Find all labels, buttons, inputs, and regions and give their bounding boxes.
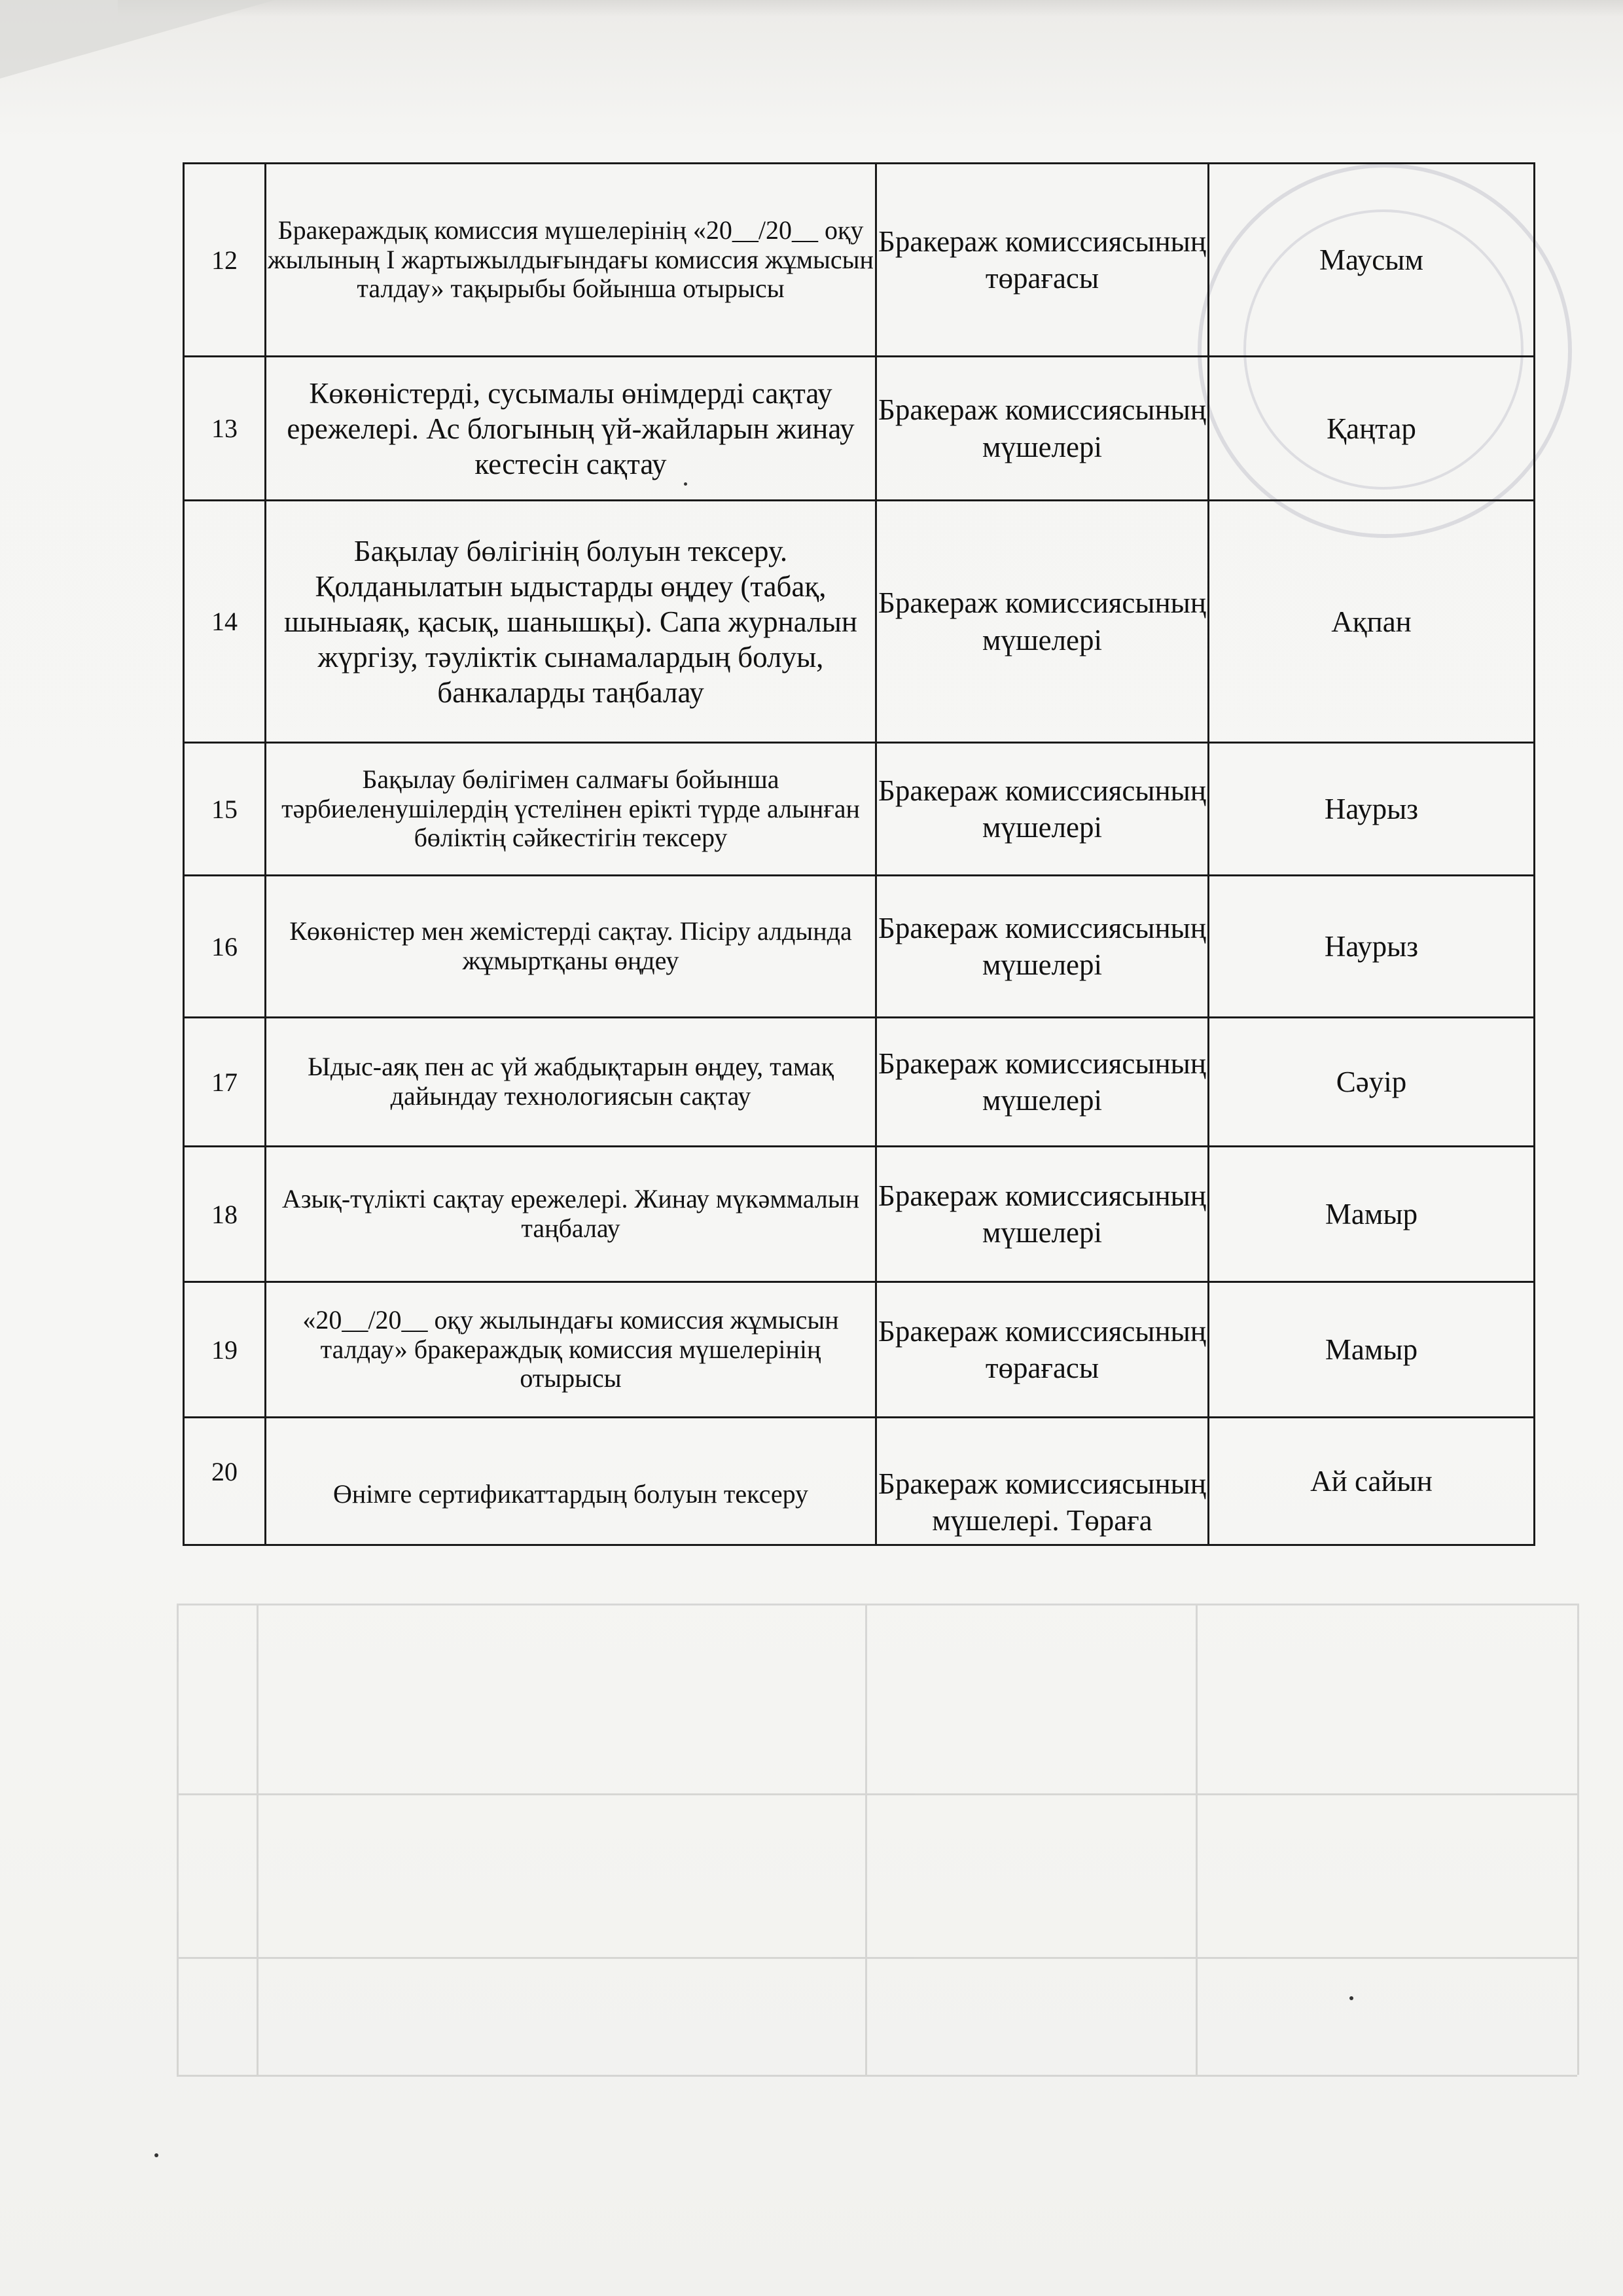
row-topic: Бракераждық комиссия мүшелерінің «20__/20__ оқу жылының I жартыжылдығындағы комиссия жұмысын талдау» тақырыбы бойынша отырысы bbox=[266, 164, 876, 357]
row-date: Сәуір bbox=[1209, 1018, 1535, 1147]
table-row bbox=[184, 1418, 1535, 1545]
row-responsible: Бракераж комиссиясының мүшелері bbox=[876, 743, 1209, 876]
row-topic: Көкөністер мен жемістерді сақтау. Пісіру алдында жұмыртқаны өңдеу bbox=[266, 876, 876, 1018]
row-number: 19 bbox=[184, 1282, 266, 1418]
row-number: 12 bbox=[184, 164, 266, 357]
row-date: Маусым bbox=[1209, 164, 1535, 357]
scan-speck bbox=[154, 2153, 158, 2157]
row-responsible: Бракераж комиссиясының төрағасы bbox=[876, 164, 1209, 357]
table-row bbox=[184, 1282, 1535, 1418]
row-responsible: Бракераж комиссиясының төрағасы bbox=[876, 1282, 1209, 1418]
scan-corner-shadow bbox=[0, 0, 275, 79]
commission-plan-table bbox=[183, 162, 1535, 1546]
row-date: Ай сайын bbox=[1209, 1418, 1535, 1545]
row-responsible: Бракераж комиссиясының мүшелері bbox=[876, 876, 1209, 1018]
row-date: Ақпан bbox=[1209, 501, 1535, 743]
row-date: Мамыр bbox=[1209, 1147, 1535, 1282]
row-number: 15 bbox=[184, 743, 266, 876]
row-responsible: Бракераж комиссиясының мүшелері bbox=[876, 1147, 1209, 1282]
scan-speck bbox=[1349, 1996, 1353, 2000]
row-date: Наурыз bbox=[1209, 876, 1535, 1018]
table-row bbox=[184, 1147, 1535, 1282]
row-responsible: Бракераж комиссиясының мүшелері. Төраға bbox=[876, 1418, 1209, 1545]
row-topic: Көкөністерді, сусымалы өнімдерді сақтау ережелері. Ас блогының үй-жайларын жинау кестесін сақтау bbox=[266, 357, 876, 501]
scan-top-edge bbox=[118, 0, 1623, 17]
row-responsible: Бракераж комиссиясының мүшелері bbox=[876, 357, 1209, 501]
table-row bbox=[184, 743, 1535, 876]
row-topic: Өнімге сертификаттардың болуын тексеру bbox=[266, 1418, 876, 1545]
row-topic: Бақылау бөлігінің болуын тексеру. Қолданылатын ыдыстарды өңдеу (табақ, шыныаяқ, қасық, шанышқы). Сапа журналын жүргізу, тәуліктік сынамалардың болуы, банкаларды таңбалау bbox=[266, 501, 876, 743]
row-number: 18 bbox=[184, 1147, 266, 1282]
row-number: 20 bbox=[184, 1418, 266, 1545]
row-topic: Ыдыс-аяқ пен ас үй жабдықтарын өңдеу, тамақ дайындау технологиясын сақтау bbox=[266, 1018, 876, 1147]
row-date: Наурыз bbox=[1209, 743, 1535, 876]
row-topic: «20__/20__ оқу жылындағы комиссия жұмысын талдау» бракераждық комиссия мүшелерінің отырысы bbox=[266, 1282, 876, 1418]
table-row bbox=[184, 357, 1535, 501]
row-number: 16 bbox=[184, 876, 266, 1018]
table-row bbox=[184, 164, 1535, 357]
row-responsible: Бракераж комиссиясының мүшелері bbox=[876, 501, 1209, 743]
row-number: 13 bbox=[184, 357, 266, 501]
row-number: 14 bbox=[184, 501, 266, 743]
row-date: Қаңтар bbox=[1209, 357, 1535, 501]
table-row bbox=[184, 1018, 1535, 1147]
row-date: Мамыр bbox=[1209, 1282, 1535, 1418]
row-topic: Азық-түлікті сақтау ережелері. Жинау мүкәммалын таңбалау bbox=[266, 1147, 876, 1282]
row-number: 17 bbox=[184, 1018, 266, 1147]
row-responsible: Бракераж комиссиясының мүшелері bbox=[876, 1018, 1209, 1147]
table-row bbox=[184, 501, 1535, 743]
row-topic: Бақылау бөлігімен салмағы бойынша тәрбиеленушілердің үстелінен ерікті түрде алынған бөліктің сәйкестігін тексеру bbox=[266, 743, 876, 876]
table-row bbox=[184, 876, 1535, 1018]
